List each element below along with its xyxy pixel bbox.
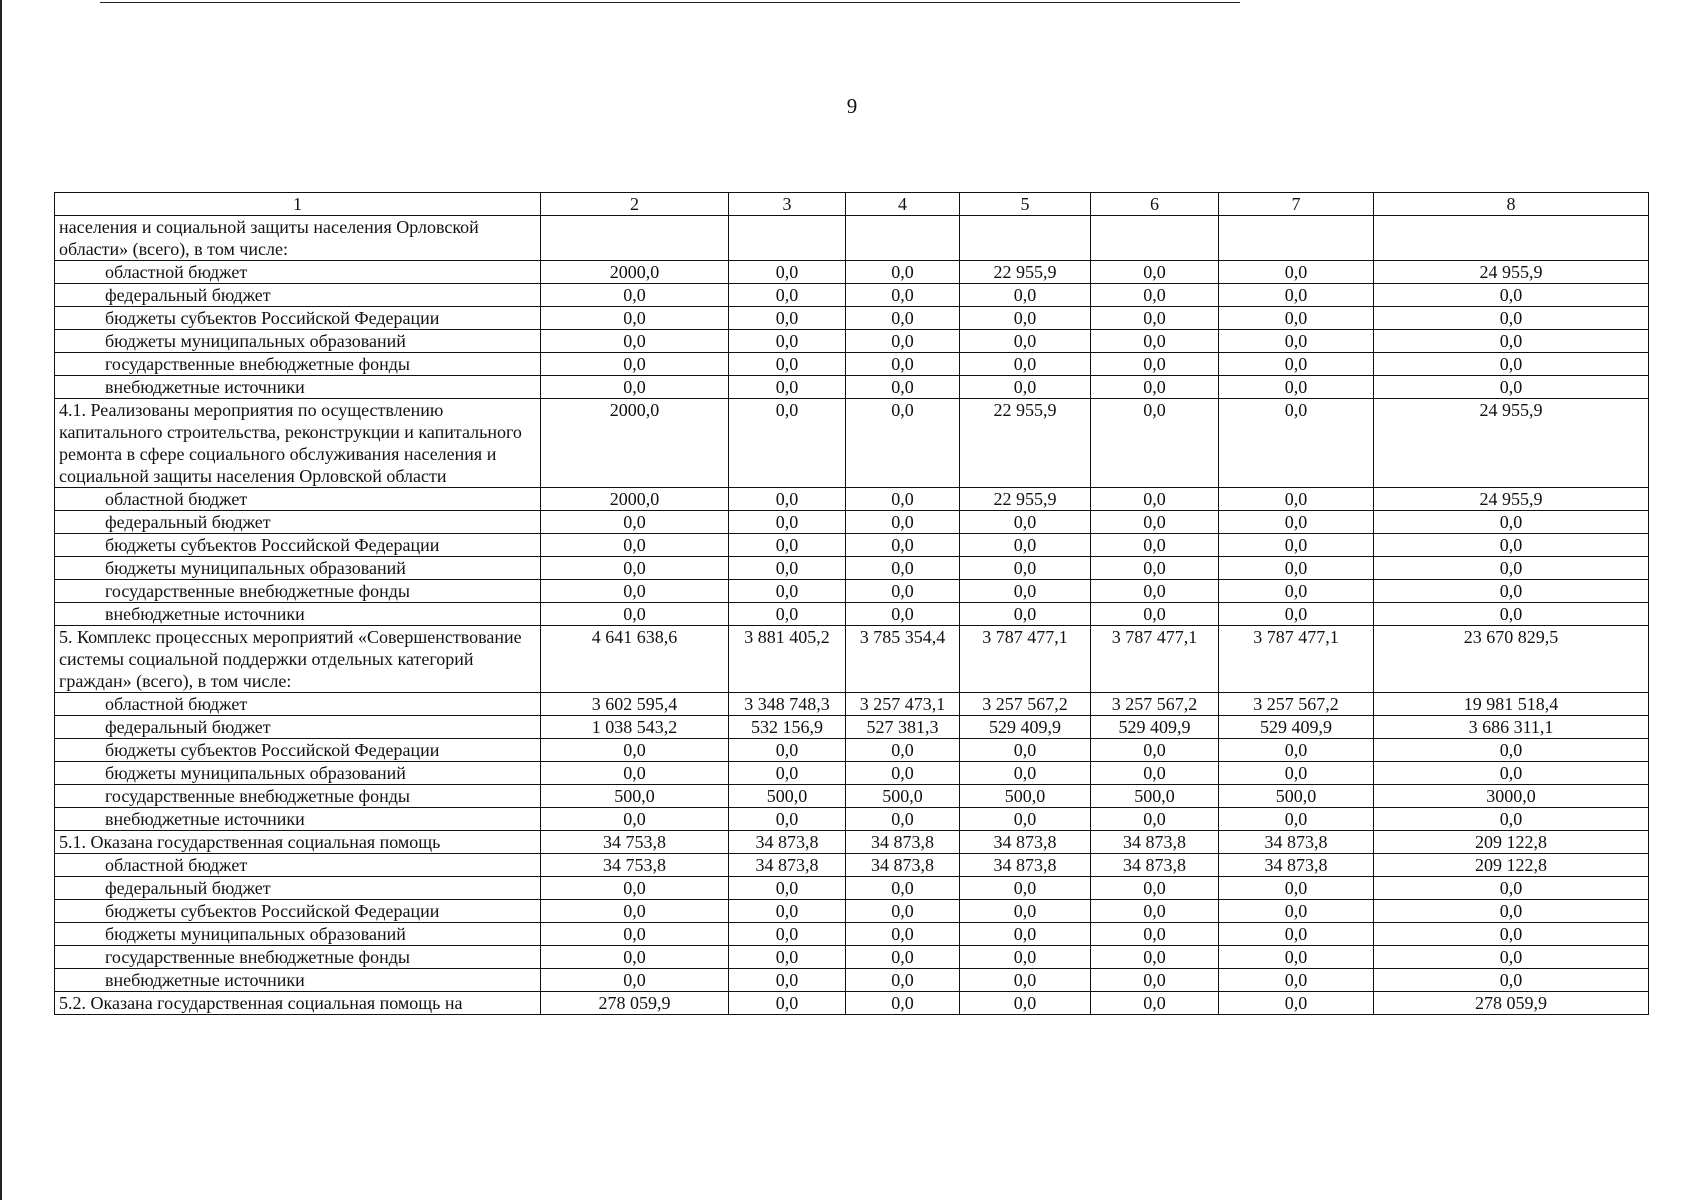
- value-cell: 0,0: [1091, 353, 1219, 376]
- row-label: областной бюджет: [55, 261, 541, 284]
- value-cell: 500,0: [960, 785, 1091, 808]
- value-cell: 0,0: [960, 353, 1091, 376]
- value-cell: 0,0: [1219, 946, 1374, 969]
- value-cell: 34 753,8: [541, 831, 729, 854]
- value-cell: 0,0: [1091, 511, 1219, 534]
- left-scan-edge: [0, 0, 2, 1200]
- value-cell: 0,0: [846, 762, 960, 785]
- row-label: федеральный бюджет: [55, 284, 541, 307]
- value-cell: 0,0: [846, 877, 960, 900]
- value-cell: 0,0: [729, 900, 846, 923]
- value-cell: 0,0: [846, 992, 960, 1015]
- value-cell: 500,0: [1091, 785, 1219, 808]
- value-cell: 0,0: [1374, 603, 1649, 626]
- row-label: федеральный бюджет: [55, 716, 541, 739]
- row-label: государственные внебюджетные фонды: [55, 353, 541, 376]
- value-cell: 2000,0: [541, 488, 729, 511]
- row-label: внебюджетные источники: [55, 808, 541, 831]
- value-cell: 0,0: [846, 557, 960, 580]
- row-label: бюджеты муниципальных образований: [55, 762, 541, 785]
- value-cell: 0,0: [729, 969, 846, 992]
- value-cell: 23 670 829,5: [1374, 626, 1649, 693]
- value-cell: 3 686 311,1: [1374, 716, 1649, 739]
- value-cell: 0,0: [846, 511, 960, 534]
- table-row: [55, 716, 1649, 739]
- value-cell: 0,0: [1091, 946, 1219, 969]
- table-row: [55, 511, 1649, 534]
- value-cell: 3 785 354,4: [846, 626, 960, 693]
- value-cell: 0,0: [729, 923, 846, 946]
- table-row: [55, 785, 1649, 808]
- value-cell: 3 602 595,4: [541, 693, 729, 716]
- value-cell: 22 955,9: [960, 488, 1091, 511]
- value-cell: 0,0: [960, 376, 1091, 399]
- row-label: областной бюджет: [55, 488, 541, 511]
- value-cell: 0,0: [1219, 923, 1374, 946]
- table-row: [55, 534, 1649, 557]
- value-cell: 0,0: [1219, 580, 1374, 603]
- value-cell: 24 955,9: [1374, 488, 1649, 511]
- value-cell: 0,0: [960, 307, 1091, 330]
- column-header: 4: [846, 193, 960, 216]
- value-cell: 209 122,8: [1374, 854, 1649, 877]
- value-cell: 0,0: [960, 580, 1091, 603]
- value-cell: 0,0: [1374, 330, 1649, 353]
- value-cell: 0,0: [1219, 399, 1374, 488]
- row-label: внебюджетные источники: [55, 969, 541, 992]
- row-label: областной бюджет: [55, 693, 541, 716]
- row-label: бюджеты муниципальных образований: [55, 557, 541, 580]
- row-label: 4.1. Реализованы мероприятия по осуществлению капитального строительства, реконструкции и капитального ремонта в сфере социального обслуживания населения и социальной защиты населения Орловской области: [55, 399, 541, 488]
- value-cell: 0,0: [1374, 284, 1649, 307]
- value-cell: 0,0: [846, 946, 960, 969]
- value-cell: 0,0: [1374, 946, 1649, 969]
- row-label: федеральный бюджет: [55, 877, 541, 900]
- value-cell: 0,0: [1219, 992, 1374, 1015]
- value-cell: 0,0: [1374, 534, 1649, 557]
- value-cell: 0,0: [960, 330, 1091, 353]
- value-cell: 0,0: [1374, 969, 1649, 992]
- value-cell: 0,0: [846, 603, 960, 626]
- value-cell: 500,0: [541, 785, 729, 808]
- value-cell: 0,0: [729, 739, 846, 762]
- table-row: [55, 261, 1649, 284]
- value-cell: [960, 216, 1091, 261]
- table-row: [55, 626, 1649, 693]
- value-cell: 4 641 638,6: [541, 626, 729, 693]
- column-header: 7: [1219, 193, 1374, 216]
- value-cell: 500,0: [1219, 785, 1374, 808]
- value-cell: 0,0: [729, 877, 846, 900]
- table-row: [55, 946, 1649, 969]
- value-cell: 0,0: [1091, 284, 1219, 307]
- value-cell: 24 955,9: [1374, 261, 1649, 284]
- table-row: [55, 923, 1649, 946]
- value-cell: 278 059,9: [1374, 992, 1649, 1015]
- value-cell: 3000,0: [1374, 785, 1649, 808]
- value-cell: 0,0: [960, 557, 1091, 580]
- value-cell: 0,0: [1374, 353, 1649, 376]
- value-cell: 0,0: [960, 923, 1091, 946]
- value-cell: 24 955,9: [1374, 399, 1649, 488]
- value-cell: 0,0: [1374, 877, 1649, 900]
- value-cell: 0,0: [541, 946, 729, 969]
- value-cell: 0,0: [729, 399, 846, 488]
- value-cell: 0,0: [1374, 376, 1649, 399]
- value-cell: 0,0: [729, 488, 846, 511]
- value-cell: 0,0: [1091, 307, 1219, 330]
- column-header: 2: [541, 193, 729, 216]
- value-cell: 0,0: [1091, 900, 1219, 923]
- table-row: [55, 284, 1649, 307]
- table-row: [55, 877, 1649, 900]
- value-cell: 0,0: [1219, 969, 1374, 992]
- value-cell: 19 981 518,4: [1374, 693, 1649, 716]
- value-cell: 0,0: [960, 877, 1091, 900]
- value-cell: 0,0: [1091, 557, 1219, 580]
- value-cell: 0,0: [541, 808, 729, 831]
- value-cell: 0,0: [846, 330, 960, 353]
- value-cell: 278 059,9: [541, 992, 729, 1015]
- value-cell: 0,0: [1091, 808, 1219, 831]
- row-label: государственные внебюджетные фонды: [55, 946, 541, 969]
- value-cell: 0,0: [846, 580, 960, 603]
- value-cell: 0,0: [1219, 376, 1374, 399]
- value-cell: 0,0: [846, 399, 960, 488]
- value-cell: 0,0: [1091, 739, 1219, 762]
- value-cell: 0,0: [1091, 923, 1219, 946]
- value-cell: 0,0: [541, 603, 729, 626]
- table-row: [55, 900, 1649, 923]
- value-cell: 34 873,8: [960, 831, 1091, 854]
- value-cell: 0,0: [960, 603, 1091, 626]
- table-row: [55, 808, 1649, 831]
- value-cell: 0,0: [541, 762, 729, 785]
- value-cell: 0,0: [1091, 399, 1219, 488]
- value-cell: 0,0: [1374, 808, 1649, 831]
- value-cell: 0,0: [1374, 307, 1649, 330]
- value-cell: 34 873,8: [1219, 831, 1374, 854]
- value-cell: 0,0: [1374, 557, 1649, 580]
- value-cell: 0,0: [1091, 330, 1219, 353]
- value-cell: 0,0: [1091, 534, 1219, 557]
- value-cell: 34 873,8: [846, 831, 960, 854]
- value-cell: 0,0: [541, 353, 729, 376]
- value-cell: 2000,0: [541, 261, 729, 284]
- value-cell: 0,0: [729, 603, 846, 626]
- row-label: бюджеты субъектов Российской Федерации: [55, 739, 541, 762]
- value-cell: 0,0: [1219, 488, 1374, 511]
- value-cell: 0,0: [960, 534, 1091, 557]
- value-cell: 0,0: [846, 923, 960, 946]
- table-row: [55, 399, 1649, 488]
- value-cell: 0,0: [960, 969, 1091, 992]
- value-cell: 34 873,8: [846, 854, 960, 877]
- row-label: государственные внебюджетные фонды: [55, 785, 541, 808]
- value-cell: 2000,0: [541, 399, 729, 488]
- table-row: [55, 969, 1649, 992]
- row-label: населения и социальной защиты населения Орловской области» (всего), в том числе:: [55, 216, 541, 261]
- value-cell: 0,0: [960, 992, 1091, 1015]
- value-cell: 0,0: [846, 534, 960, 557]
- row-label: бюджеты субъектов Российской Федерации: [55, 307, 541, 330]
- table-row: [55, 992, 1649, 1015]
- header-row: [55, 193, 1649, 216]
- value-cell: 34 873,8: [729, 831, 846, 854]
- value-cell: 0,0: [1374, 762, 1649, 785]
- value-cell: 0,0: [1219, 353, 1374, 376]
- value-cell: 3 881 405,2: [729, 626, 846, 693]
- value-cell: 0,0: [729, 307, 846, 330]
- value-cell: 0,0: [541, 284, 729, 307]
- value-cell: 0,0: [1091, 488, 1219, 511]
- table-row: [55, 353, 1649, 376]
- top-scan-edge: [100, 2, 1240, 3]
- page-number: 9: [846, 94, 858, 118]
- value-cell: 0,0: [1374, 923, 1649, 946]
- value-cell: 0,0: [729, 946, 846, 969]
- value-cell: 0,0: [541, 900, 729, 923]
- row-label: бюджеты муниципальных образований: [55, 330, 541, 353]
- value-cell: 0,0: [846, 739, 960, 762]
- value-cell: 0,0: [1091, 580, 1219, 603]
- value-cell: [1091, 216, 1219, 261]
- value-cell: 0,0: [729, 762, 846, 785]
- row-label: бюджеты муниципальных образований: [55, 923, 541, 946]
- value-cell: 34 873,8: [1091, 831, 1219, 854]
- value-cell: 0,0: [1219, 877, 1374, 900]
- value-cell: 500,0: [729, 785, 846, 808]
- value-cell: 0,0: [846, 284, 960, 307]
- value-cell: 0,0: [541, 330, 729, 353]
- value-cell: 0,0: [1091, 969, 1219, 992]
- value-cell: 0,0: [729, 261, 846, 284]
- row-label: внебюджетные источники: [55, 376, 541, 399]
- value-cell: 0,0: [541, 534, 729, 557]
- value-cell: 0,0: [1219, 603, 1374, 626]
- row-label: областной бюджет: [55, 854, 541, 877]
- table-row: [55, 488, 1649, 511]
- row-label: 5. Комплекс процессных мероприятий «Совершенствование системы социальной поддержки отдельных категорий граждан» (всего), в том числе:: [55, 626, 541, 693]
- row-label: бюджеты субъектов Российской Федерации: [55, 534, 541, 557]
- value-cell: 0,0: [1219, 261, 1374, 284]
- value-cell: 0,0: [960, 900, 1091, 923]
- value-cell: 0,0: [1374, 739, 1649, 762]
- budget-table: [54, 192, 1649, 1015]
- column-header: 3: [729, 193, 846, 216]
- value-cell: 532 156,9: [729, 716, 846, 739]
- column-header: 6: [1091, 193, 1219, 216]
- value-cell: 0,0: [846, 307, 960, 330]
- value-cell: 500,0: [846, 785, 960, 808]
- value-cell: [1374, 216, 1649, 261]
- value-cell: 34 873,8: [1219, 854, 1374, 877]
- table-row: [55, 580, 1649, 603]
- value-cell: 3 257 567,2: [960, 693, 1091, 716]
- value-cell: 0,0: [1091, 376, 1219, 399]
- value-cell: 0,0: [960, 739, 1091, 762]
- value-cell: 0,0: [1091, 877, 1219, 900]
- table-row: [55, 854, 1649, 877]
- value-cell: 0,0: [541, 511, 729, 534]
- value-cell: 0,0: [729, 284, 846, 307]
- table-row: [55, 739, 1649, 762]
- table-row: [55, 603, 1649, 626]
- value-cell: 22 955,9: [960, 261, 1091, 284]
- value-cell: 0,0: [541, 580, 729, 603]
- value-cell: 0,0: [541, 969, 729, 992]
- value-cell: 0,0: [960, 762, 1091, 785]
- value-cell: 0,0: [729, 376, 846, 399]
- value-cell: 0,0: [541, 923, 729, 946]
- value-cell: 3 257 567,2: [1219, 693, 1374, 716]
- value-cell: 0,0: [1091, 992, 1219, 1015]
- table-row: [55, 330, 1649, 353]
- value-cell: 34 873,8: [960, 854, 1091, 877]
- table-row: [55, 831, 1649, 854]
- value-cell: 0,0: [541, 307, 729, 330]
- value-cell: [541, 216, 729, 261]
- value-cell: 0,0: [1219, 739, 1374, 762]
- value-cell: [1219, 216, 1374, 261]
- value-cell: 0,0: [1091, 261, 1219, 284]
- value-cell: 3 348 748,3: [729, 693, 846, 716]
- value-cell: 0,0: [846, 808, 960, 831]
- value-cell: 0,0: [729, 534, 846, 557]
- value-cell: 0,0: [960, 808, 1091, 831]
- value-cell: 529 409,9: [960, 716, 1091, 739]
- value-cell: 529 409,9: [1091, 716, 1219, 739]
- value-cell: 0,0: [541, 877, 729, 900]
- row-label: государственные внебюджетные фонды: [55, 580, 541, 603]
- value-cell: 0,0: [1091, 762, 1219, 785]
- value-cell: 3 257 567,2: [1091, 693, 1219, 716]
- value-cell: 0,0: [1374, 900, 1649, 923]
- value-cell: 529 409,9: [1219, 716, 1374, 739]
- table-body: [55, 193, 1649, 1015]
- value-cell: 0,0: [729, 580, 846, 603]
- value-cell: 0,0: [846, 969, 960, 992]
- value-cell: 0,0: [1219, 762, 1374, 785]
- table-row: [55, 762, 1649, 785]
- value-cell: 0,0: [960, 511, 1091, 534]
- value-cell: 0,0: [960, 284, 1091, 307]
- row-label: внебюджетные источники: [55, 603, 541, 626]
- value-cell: 0,0: [846, 353, 960, 376]
- value-cell: [729, 216, 846, 261]
- value-cell: 0,0: [729, 330, 846, 353]
- value-cell: 0,0: [1219, 307, 1374, 330]
- table-row: [55, 693, 1649, 716]
- value-cell: 0,0: [1219, 808, 1374, 831]
- row-label: бюджеты субъектов Российской Федерации: [55, 900, 541, 923]
- value-cell: 3 787 477,1: [1219, 626, 1374, 693]
- value-cell: 34 873,8: [1091, 854, 1219, 877]
- value-cell: 3 257 473,1: [846, 693, 960, 716]
- value-cell: 0,0: [729, 557, 846, 580]
- value-cell: 209 122,8: [1374, 831, 1649, 854]
- value-cell: 0,0: [1219, 284, 1374, 307]
- value-cell: [846, 216, 960, 261]
- value-cell: 0,0: [729, 353, 846, 376]
- column-header: 8: [1374, 193, 1649, 216]
- value-cell: 0,0: [541, 557, 729, 580]
- table-row: [55, 376, 1649, 399]
- table-row: [55, 216, 1649, 261]
- value-cell: 0,0: [1219, 900, 1374, 923]
- value-cell: 0,0: [729, 808, 846, 831]
- value-cell: 0,0: [729, 992, 846, 1015]
- value-cell: 0,0: [1219, 330, 1374, 353]
- column-header: 1: [55, 193, 541, 216]
- value-cell: 0,0: [846, 376, 960, 399]
- table-row: [55, 307, 1649, 330]
- value-cell: 0,0: [846, 488, 960, 511]
- value-cell: 3 787 477,1: [960, 626, 1091, 693]
- value-cell: 0,0: [846, 261, 960, 284]
- value-cell: 3 787 477,1: [1091, 626, 1219, 693]
- value-cell: 0,0: [729, 511, 846, 534]
- value-cell: 0,0: [1219, 511, 1374, 534]
- row-label: 5.2. Оказана государственная социальная помощь на: [55, 992, 541, 1015]
- row-label: федеральный бюджет: [55, 511, 541, 534]
- value-cell: 34 753,8: [541, 854, 729, 877]
- value-cell: 1 038 543,2: [541, 716, 729, 739]
- value-cell: 22 955,9: [960, 399, 1091, 488]
- value-cell: 0,0: [846, 900, 960, 923]
- value-cell: 0,0: [541, 376, 729, 399]
- value-cell: 0,0: [1091, 603, 1219, 626]
- value-cell: 0,0: [1374, 580, 1649, 603]
- column-header: 5: [960, 193, 1091, 216]
- value-cell: 34 873,8: [729, 854, 846, 877]
- value-cell: 0,0: [541, 739, 729, 762]
- row-label: 5.1. Оказана государственная социальная помощь: [55, 831, 541, 854]
- value-cell: 0,0: [960, 946, 1091, 969]
- table-row: [55, 557, 1649, 580]
- value-cell: 0,0: [1374, 511, 1649, 534]
- value-cell: 0,0: [1219, 534, 1374, 557]
- value-cell: 527 381,3: [846, 716, 960, 739]
- value-cell: 0,0: [1219, 557, 1374, 580]
